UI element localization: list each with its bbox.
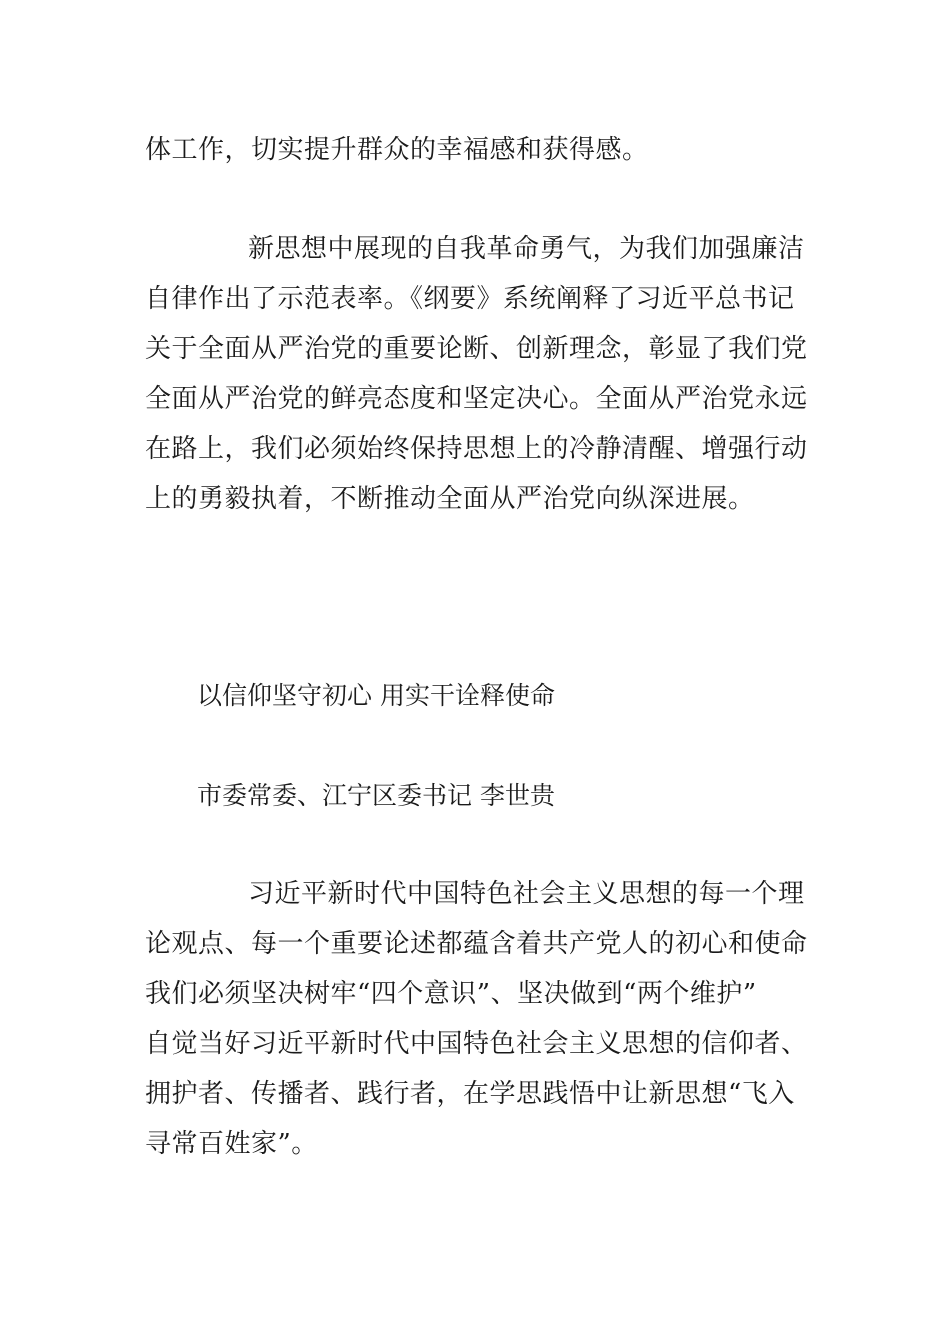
article-title: 以信仰坚守初心 用实干诠释使命: [197, 681, 555, 710]
paragraph-line: 新思想中展现的自我革命勇气，为我们加强廉洁: [248, 234, 805, 264]
paragraph-line: 论观点、每一个重要论述都蕴含着共产党人的初心和使命: [145, 929, 808, 959]
paragraph-line: 关于全面从严治党的重要论断、创新理念，彰显了我们党: [145, 334, 808, 364]
paragraph-line: 在路上，我们必须始终保持思想上的冷静清醒、增强行动: [145, 434, 808, 464]
paragraph-line: 全面从严治党的鲜亮态度和坚定决心。全面从严治党永远: [145, 384, 808, 414]
paragraph-line: 习近平新时代中国特色社会主义思想的每一个理: [248, 879, 805, 909]
paragraph-line: 寻常百姓家”。: [145, 1129, 318, 1159]
paragraph-line: 自觉当好习近平新时代中国特色社会主义思想的信仰者、: [145, 1029, 808, 1059]
article-author: 市委常委、江宁区委书记 李世贵: [197, 781, 555, 810]
paragraph-line: 拥护者、传播者、践行者，在学思践悟中让新思想“飞入: [145, 1079, 795, 1109]
paragraph-line: 我们必须坚决树牢“四个意识”、坚决做到“两个维护”: [145, 979, 757, 1009]
paragraph-line: 自律作出了示范表率。《纲要》系统阐释了习近平总书记: [145, 284, 795, 314]
paragraph-line: 上的勇毅执着，不断推动全面从严治党向纵深进展。: [145, 484, 755, 514]
paragraph-line: 体工作，切实提升群众的幸福感和获得感。: [145, 135, 649, 165]
